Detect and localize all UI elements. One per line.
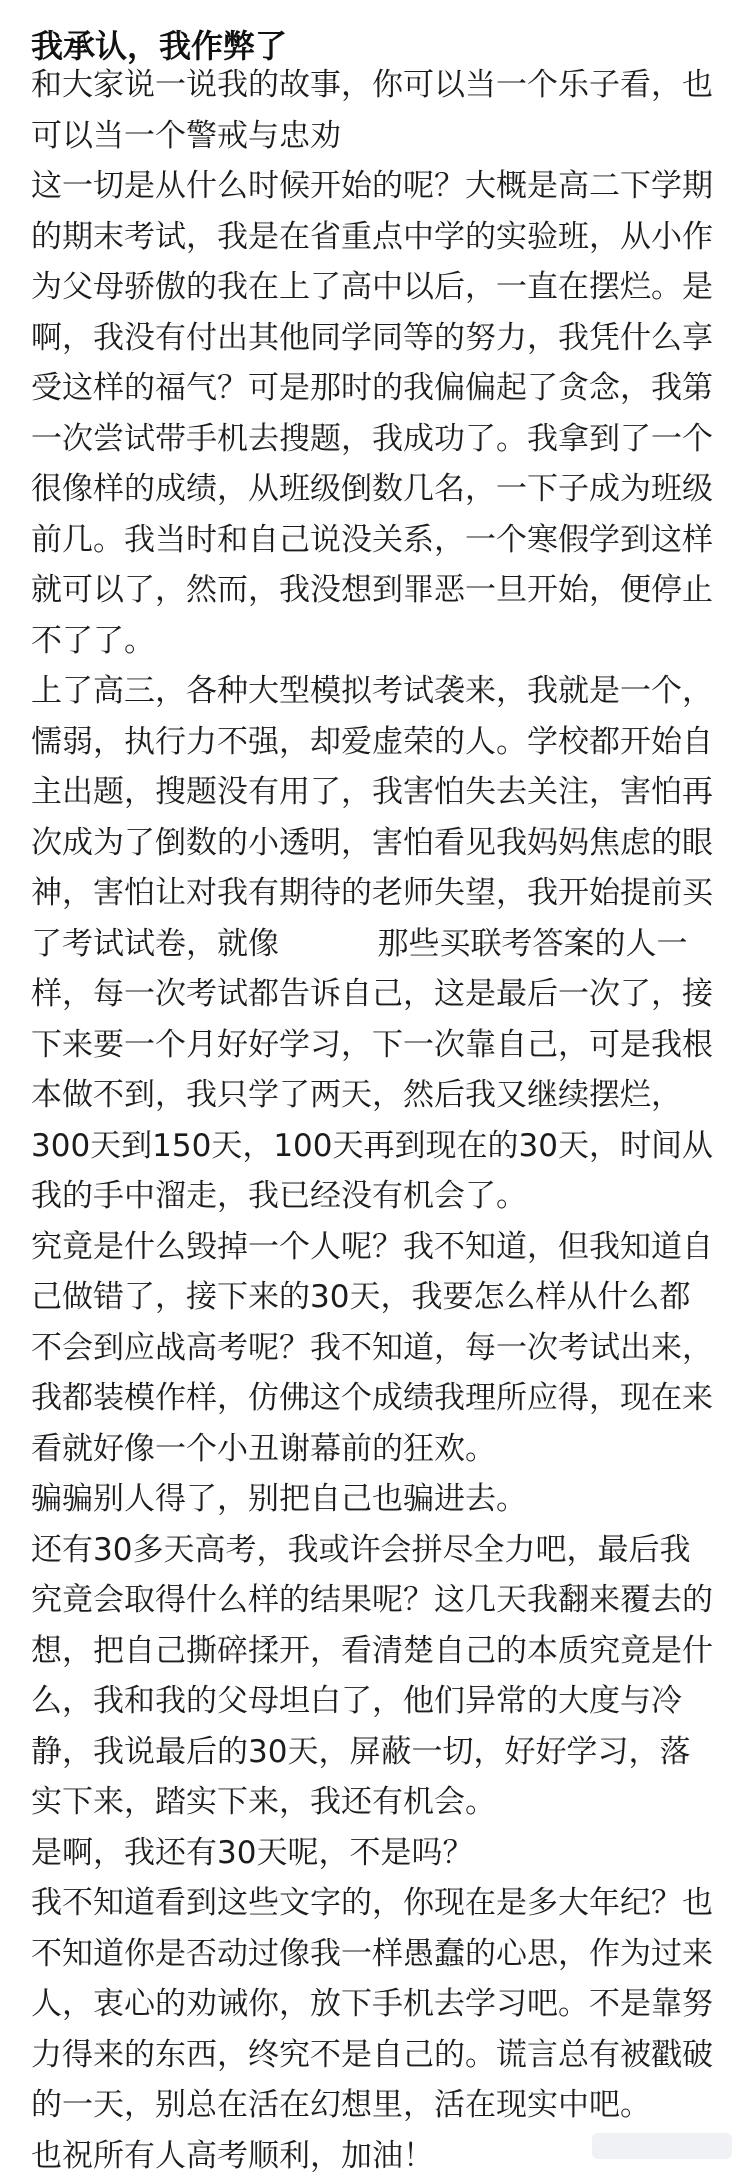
text-line: 我不知道看到这些文字的，你现在是多大年纪？也 [31,1885,713,1921]
text-line: 不知道你是否动过像我一样愚蠢的心思，作为过来 [31,1936,713,1972]
text-line: 这一切是从什么时候开始的呢？大概是高二下学期 [31,168,713,204]
text-line: 次成为了倒数的小透明，害怕看见我妈妈焦虑的眼 [31,825,713,861]
text-line: 300天到150天，100天再到现在的30天，时间从 [31,1128,713,1164]
watermark-logo [592,2133,732,2159]
text-line: 力得来的东西，终究不是自己的。谎言总有被戳破 [31,2037,713,2073]
text-line: 我的手中溜走，我已经没有机会了。 [31,1178,527,1214]
text-line: 上了高三，各种大型模拟考试袭来，我就是一个， [31,673,713,709]
text-line: 看就好像一个小丑谢幕前的狂欢。 [31,1431,496,1467]
post-title: 我承认，我作弊了 [31,27,288,65]
text-line: 很像样的成绩，从班级倒数几名，一下子成为班级 [31,471,713,507]
text-line: 受这样的福气？可是那时的我偏偏起了贪念，我第 [31,370,713,406]
text-line: 就可以了，然而，我没想到罪恶一旦开始，便停止 [31,572,713,608]
text-line: 前几。我当时和自己说没关系，一个寒假学到这样 [31,522,713,558]
text-line: 下来要一个月好好学习，下一次靠自己，可是我根 [31,1027,713,1063]
text-line: 的期末考试，我是在省重点中学的实验班，从小作 [31,219,713,255]
text-line: 本做不到，我只学了两天，然后我又继续摆烂， [31,1077,682,1113]
text-line: 神，害怕让对我有期待的老师失望，我开始提前买 [31,875,713,911]
text-line: 人，衷心的劝诫你，放下手机去学习吧。不是靠努 [31,1986,713,2022]
text-line: 一次尝试带手机去搜题，我成功了。我拿到了一个 [31,421,713,457]
text-line: 静，我说最后的30天，屏蔽一切，好好学习，落 [31,1734,691,1770]
text-line: 己做错了，接下来的30天，我要怎么样从什么都 [31,1279,691,1315]
text-line: 是啊，我还有30天呢，不是吗？ [31,1835,474,1871]
text-line: 样，每一次考试都告诉自己，这是最后一次了，接 [31,976,713,1012]
text-line: 实下来，踏实下来，我还有机会。 [31,1784,496,1820]
text-line: 的一天，别总在活在幻想里，活在现实中吧。 [31,2087,651,2123]
text-line: 么，我和我的父母坦白了，他们异常的大度与冷 [31,1683,682,1719]
text-line: 和大家说一说我的故事，你可以当一个乐子看，也 [31,67,713,103]
text-line: 想，把自己撕碎揉开，看清楚自己的本质究竟是什 [31,1633,713,1669]
text-line: 究竟是什么毁掉一个人呢？我不知道，但我知道自 [31,1229,713,1265]
text-line: 啊，我没有付出其他同学同等的努力，我凭什么享 [31,320,713,356]
text-line: 不会到应战高考呢？我不知道，每一次考试出来， [31,1330,713,1366]
text-line: 懦弱，执行力不强，却爱虚荣的人。学校都开始自 [31,724,713,760]
text-line: 究竟会取得什么样的结果呢？这几天我翻来覆去的 [31,1582,713,1618]
text-line: 骗骗别人得了，别把自己也骗进去。 [31,1481,527,1517]
text-line: 我都装模作样，仿佛这个成绩我理所应得，现在来 [31,1380,713,1416]
text-line: 也祝所有人高考顺利，加油！ [31,2138,434,2174]
text-line: 可以当一个警戒与忠劝 [31,118,341,154]
text-line: 还有30多天高考，我或许会拼尽全力吧，最后我 [31,1532,691,1568]
text-line: 主出题，搜题没有用了，我害怕失去关注，害怕再 [31,774,713,810]
text-line: 不了了。 [31,623,155,659]
text-line: 为父母骄傲的我在上了高中以后，一直在摆烂。是 [31,269,713,305]
text-line: 了考试试卷，就像 那些买联考答案的人一 [31,926,688,962]
